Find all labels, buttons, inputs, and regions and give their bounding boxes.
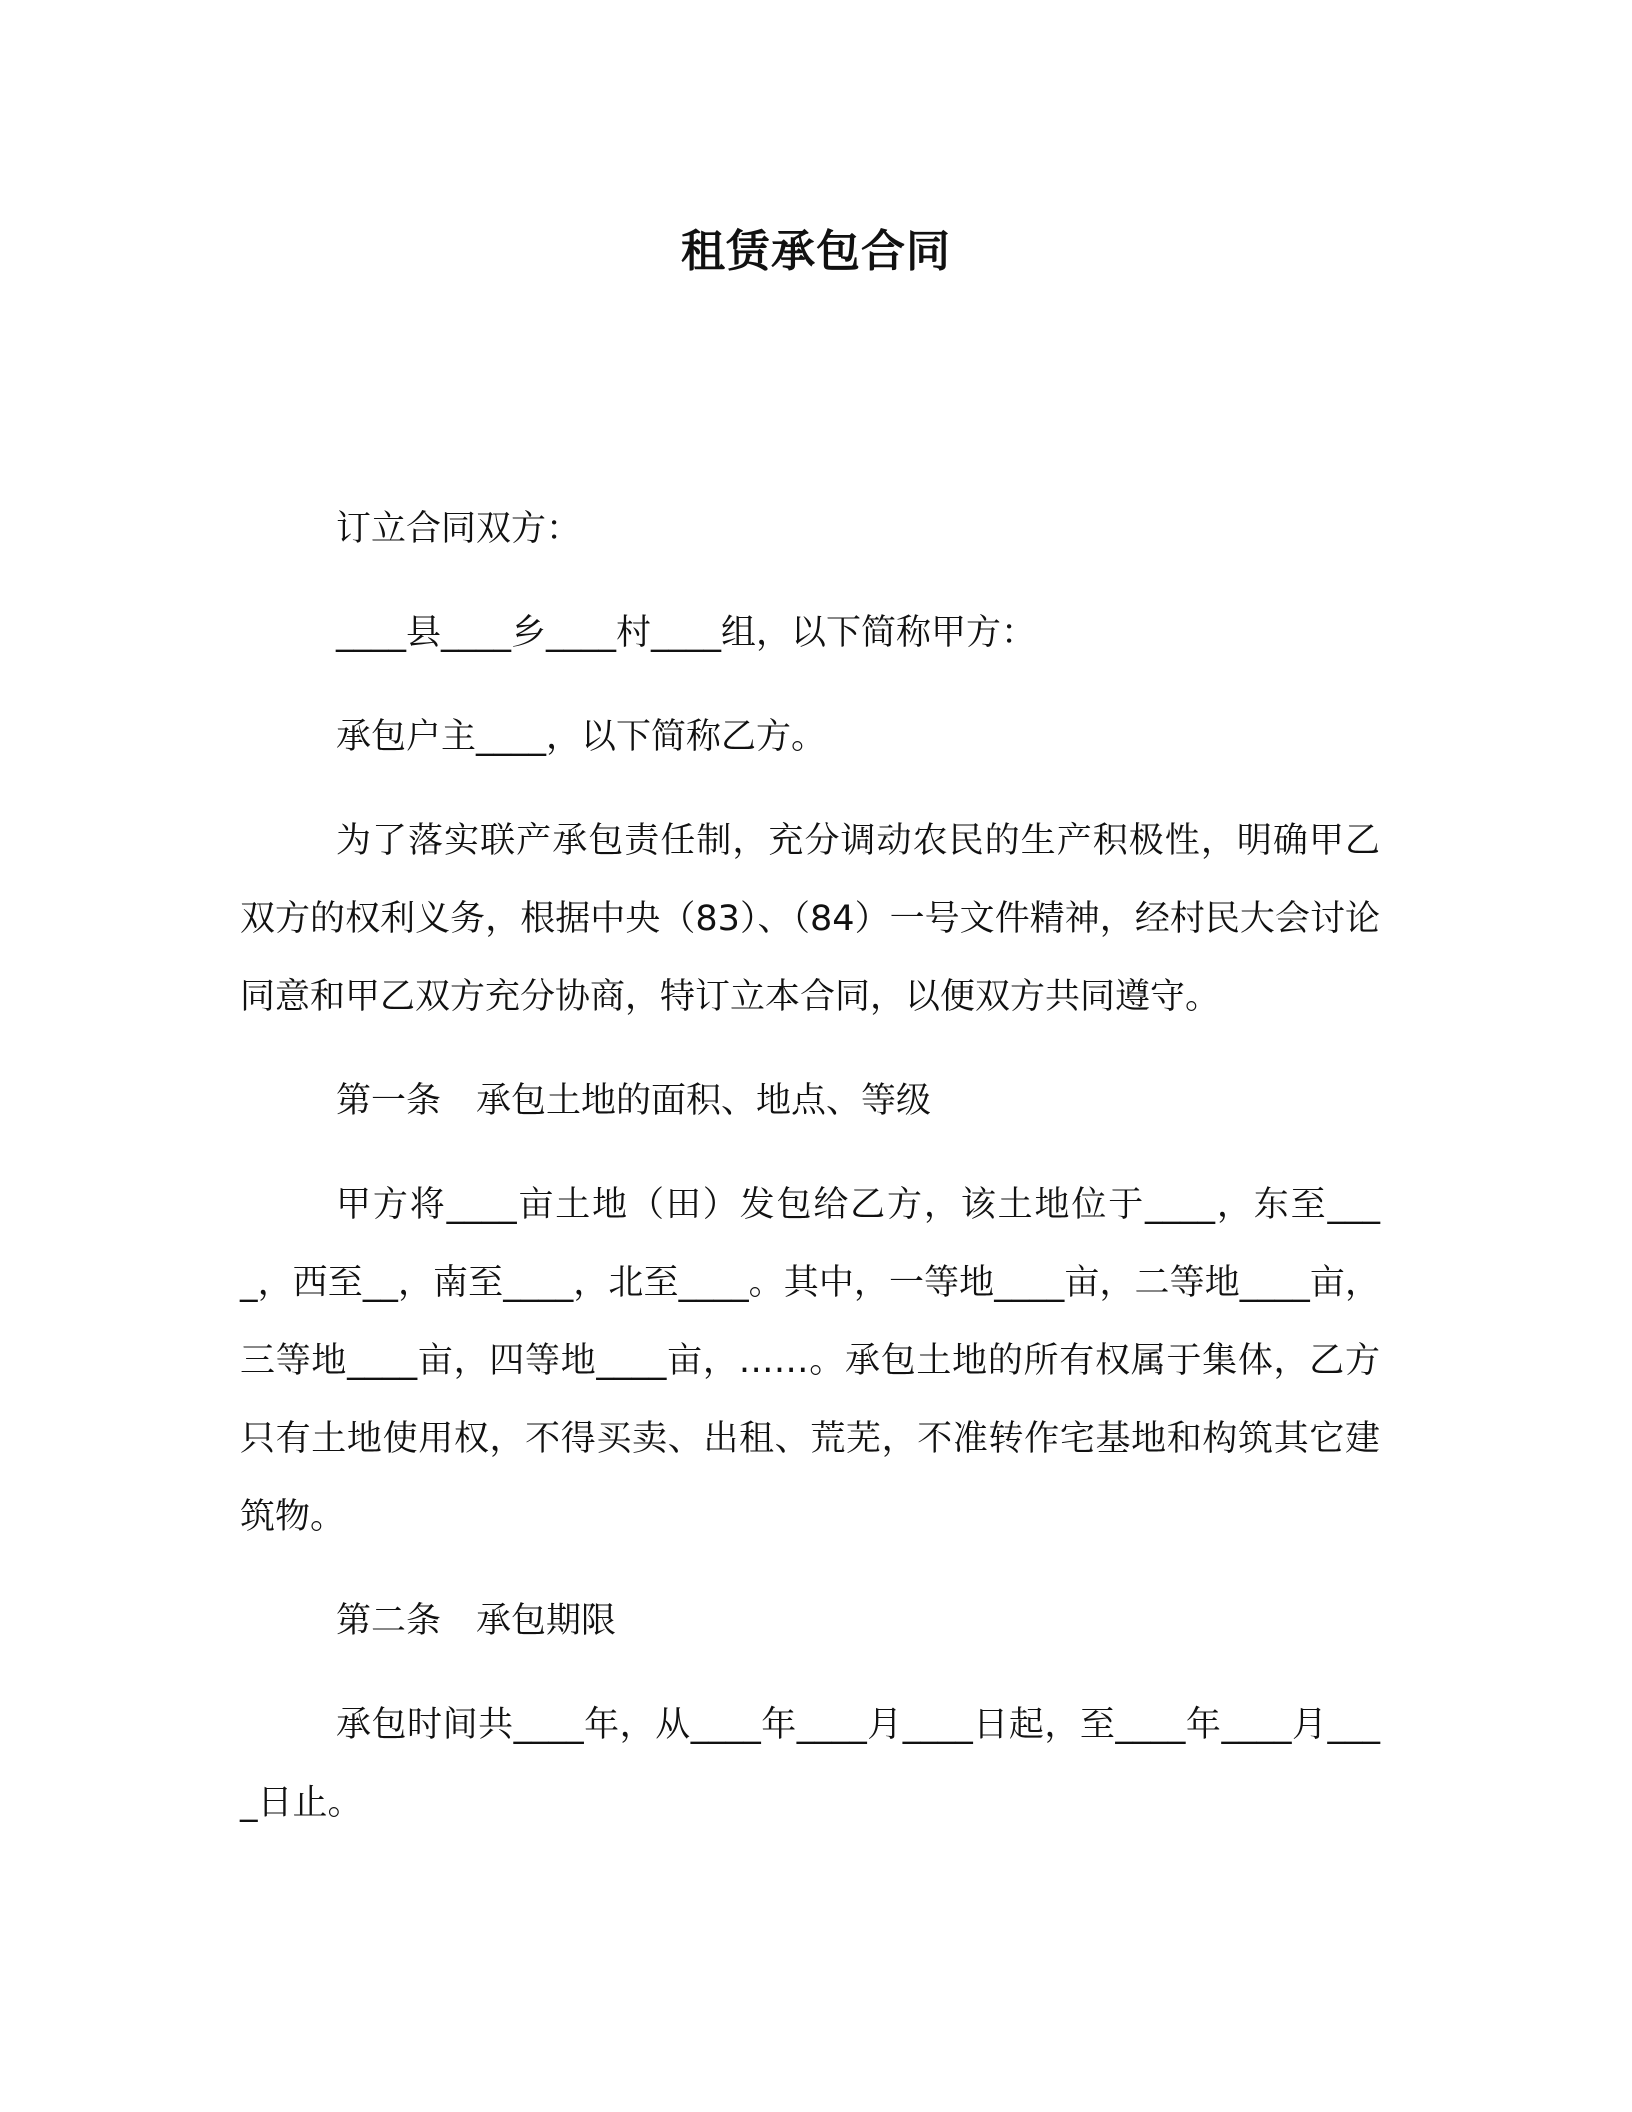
party-a-line: ____县____乡____村____组，以下简称甲方： [336, 613, 1037, 653]
parties-intro: 订立合同双方： [336, 509, 582, 549]
article-2-heading: 第二条 承包期限 [336, 1601, 617, 1641]
document-body [240, 490, 1380, 1868]
article-1-body: 甲方将____亩土地（田）发包给乙方，该土地位于____，东至____，西至__，南至____，北至____。其中，一等地____亩，二等地____亩，三等地____亩，四等地____亩，……。承包土地的所有权属于集体，乙方只有土地使用权，不得买卖、出租、荒芜，不准转作宅基地和构筑其它建筑物。 [240, 1185, 1380, 1537]
party-b-line: 承包户主____，以下简称乙方。 [336, 717, 827, 757]
preamble-paragraph: 为了落实联产承包责任制，充分调动农民的生产积极性，明确甲乙双方的权利义务，根据中央（83）、（84）一号文件精神，经村民大会讨论同意和甲乙双方充分协商，特订立本合同，以便双方共同遵守。 [240, 821, 1380, 1017]
article-1-heading: 第一条 承包土地的面积、地点、等级 [336, 1081, 932, 1121]
document-title: 租赁承包合同 [681, 226, 951, 277]
article-2-body: 承包时间共____年，从____年____月____日起，至____年____月____日止。 [240, 1705, 1380, 1823]
